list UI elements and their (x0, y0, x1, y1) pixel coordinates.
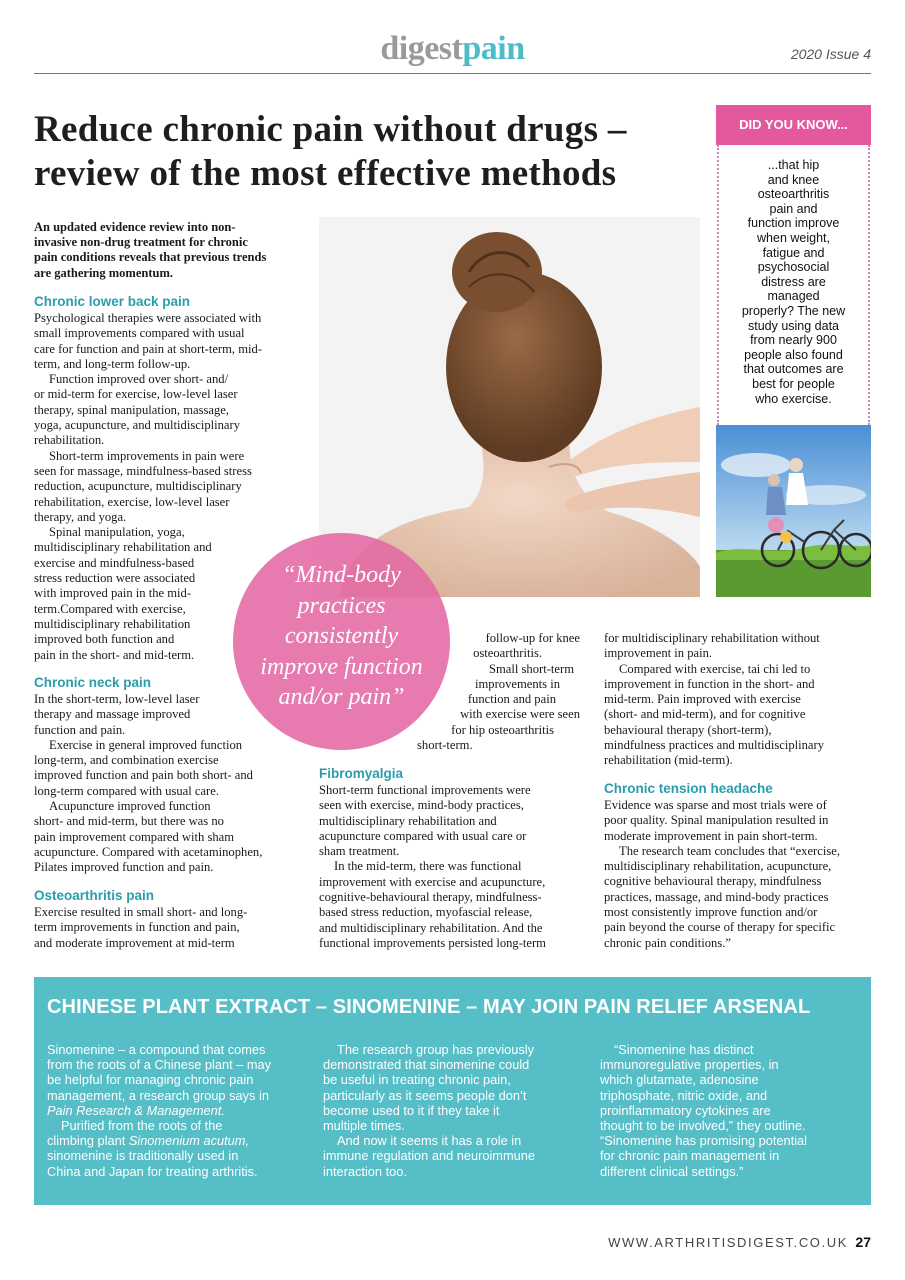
body-line: Short-term functional improvements were (319, 783, 531, 797)
body-line: stress reduction were associated (34, 571, 196, 586)
body-line: care for function and pain at short-term, mid- (34, 341, 263, 356)
body-line: and multidisciplinary rehabilitation. And the (319, 920, 543, 935)
body-line: improvement in pain. (604, 646, 713, 661)
dyk-line: and knee (767, 172, 820, 187)
body-line: Short-term improvements in pain were (49, 448, 245, 463)
panel-line (47, 1103, 312, 1118)
body-line: acupuncture compared with usual care or (319, 828, 527, 843)
body-line: most consistently improve function and/or (604, 905, 818, 920)
section-body-fibromyalgia (319, 783, 589, 951)
body-line: Spinal manipulation, yoga, (49, 525, 185, 540)
panel-line (47, 1133, 312, 1148)
plant-name: Sinomenium acutum, (128, 1133, 250, 1149)
body-line: therapy and massage improved (34, 707, 191, 722)
masthead-pain: pain (462, 30, 525, 67)
body-line: therapy, and yoga. (34, 509, 127, 524)
panel-line: particularly as it seems people don’t (323, 1087, 527, 1103)
body-line: for multidisciplinary rehabilitation without (604, 631, 820, 645)
dyk-line: function improve (747, 216, 840, 231)
body-line: term.Compared with exercise, (34, 601, 186, 616)
body-line: therapy, spinal manipulation, massage, (34, 402, 230, 417)
article-title (34, 108, 714, 196)
body-line: poor quality. Spinal manipulation resulted in (604, 813, 829, 828)
dyk-line: study using data (747, 318, 840, 333)
body-line: multidisciplinary rehabilitation and (34, 540, 212, 555)
body-line: yoga, acupuncture, and multidisciplinary (34, 418, 240, 433)
body-line: improvement in function in the short- and (604, 676, 815, 691)
pull-quote-line: and/or pain” (278, 684, 405, 710)
body-line: improved both function and (34, 632, 175, 647)
pull-quote-line: improve function (260, 653, 423, 680)
cycling-couple-photo (716, 425, 871, 597)
body-line: moderate improvement in pain short-term. (604, 828, 818, 843)
dyk-line: pain and (769, 201, 818, 216)
section-heading-tension-headache: Chronic tension headache (604, 781, 773, 796)
panel-line: The research group has previously (337, 1042, 535, 1057)
body-line: multidisciplinary rehabilitation (34, 616, 191, 631)
body-line: Psychological therapies were associated with (34, 311, 262, 325)
body-line: reduction, acupuncture, multidisciplinary (34, 479, 242, 494)
dyk-line: when weight, (757, 230, 830, 245)
body-line: Evidence was sparse and most trials were of (604, 798, 827, 812)
body-line: cognitive behavioural therapy, mindfulness (604, 874, 822, 889)
intro-line: pain conditions reveals that previous trends (34, 250, 267, 265)
body-line: function and pain (467, 692, 556, 707)
title-line: review of the most effective methods (34, 153, 617, 194)
did-you-know-body (717, 145, 870, 425)
panel-line: become used to it if they take it (323, 1102, 500, 1118)
dyk-line: best for people (752, 376, 835, 391)
body-line: or mid-term for exercise, low-level laser (34, 387, 238, 402)
body-line: mindfulness practices and multidisciplinary (604, 738, 824, 753)
body-line: Exercise in general improved function (49, 737, 243, 752)
pull-quote-line: practices (297, 592, 386, 619)
dyk-line: distress are (761, 274, 826, 289)
body-line: In the mid-term, there was functional (334, 859, 522, 874)
dyk-line: that outcomes are (743, 362, 844, 377)
did-you-know-heading: DID YOU KNOW... (716, 105, 871, 145)
dyk-line: who exercise. (755, 391, 832, 406)
panel-line-part: climbing plant (47, 1133, 129, 1149)
body-line: Compared with exercise, tai chi led to (619, 661, 811, 676)
masthead (0, 30, 905, 68)
masthead-digest: digest (380, 30, 463, 67)
body-line: acupuncture. Compared with acetaminophen, (34, 844, 263, 859)
panel-line: demonstrated that sinomenine could (323, 1057, 530, 1073)
panel-line: Purified from the roots of the (61, 1118, 223, 1134)
panel-line: “Sinomenine has promising potential (600, 1133, 807, 1149)
body-line: The research team concludes that “exercise, (619, 843, 840, 858)
body-line: Pilates improved function and pain. (34, 860, 214, 875)
panel-line: Sinomenine – a compound that comes (47, 1042, 266, 1057)
body-line: exercise and mindfulness-based (34, 555, 195, 570)
body-line: with exercise were seen (460, 707, 580, 722)
body-line: (short- and mid-term), and for cognitive (604, 707, 806, 722)
panel-line: thought to be involved,” they outline. (600, 1118, 806, 1134)
body-line: based stress reduction, myofascial release, (319, 905, 533, 920)
panel-line: triphosphate, nitric oxide, and (600, 1087, 768, 1103)
body-line: pain improvement compared with sham (34, 829, 235, 844)
pull-quote-line: “Mind-body (282, 562, 401, 588)
section-body-osteoarthritis (34, 905, 309, 951)
dyk-line: fatigue and (762, 245, 825, 260)
pull-quote (233, 560, 450, 713)
body-line: improvement with exercise and acupuncture, (319, 874, 546, 889)
dyk-line: people also found (744, 347, 843, 362)
body-line: short-term. (417, 738, 473, 753)
panel-line: sinomenine is traditionally used in (47, 1148, 239, 1164)
panel-line: “Sinomenine has distinct (614, 1042, 754, 1057)
intro-line: An updated evidence review into non- (34, 220, 236, 234)
body-line: function and pain. (34, 722, 126, 737)
dyk-line: ...that hip (767, 158, 820, 172)
panel-line: different clinical settings.” (600, 1163, 744, 1179)
body-line: Function improved over short- and/ (49, 372, 229, 387)
dyk-line: managed (767, 289, 820, 304)
body-line: and moderate improvement at mid-term (34, 935, 235, 950)
header-rule (34, 73, 871, 74)
body-line: multidisciplinary rehabilitation and (319, 813, 497, 828)
body-line: mid-term. Pain improved with exercise (604, 692, 801, 707)
section-heading-fibromyalgia: Fibromyalgia (319, 766, 404, 781)
body-line: multidisciplinary rehabilitation, acupuncture, (604, 859, 832, 874)
page-number: 27 (855, 1234, 871, 1250)
body-line: improved function and pain both short- and (34, 768, 253, 783)
cycling-couple-illustration (716, 425, 871, 597)
intro-line: are gathering momentum. (34, 265, 173, 280)
body-line: long-term compared with usual care. (34, 783, 219, 798)
body-line: rehabilitation. (34, 433, 105, 448)
body-line: Acupuncture improved function (49, 799, 211, 814)
panel-line: management, a research group says in (47, 1087, 269, 1103)
title-line: Reduce chronic pain without drugs – (34, 109, 627, 150)
dyk-line: psychosocial (757, 260, 830, 275)
section-heading-lower-back: Chronic lower back pain (34, 294, 191, 309)
intro-line: invasive non-drug treatment for chronic (34, 235, 248, 250)
body-line: rehabilitation (mid-term). (604, 753, 733, 768)
body-line: Exercise resulted in small short- and long- (34, 905, 248, 919)
section-body-col3-top (604, 631, 872, 769)
body-line: sham treatment. (319, 844, 400, 859)
panel-line: be useful in treating chronic pain, (323, 1072, 511, 1088)
panel-line: proinflammatory cytokines are (600, 1102, 771, 1118)
body-line: seen for massage, mindfulness-based stress (34, 463, 252, 478)
body-line: functional improvements persisted long-term (319, 935, 546, 950)
body-line: term improvements in function and pain, (34, 920, 240, 935)
body-line: with improved pain in the mid- (34, 586, 192, 601)
body-line: rehabilitation, exercise, low-level laser (34, 494, 230, 509)
panel-line: which glutamate, adenosine (600, 1072, 759, 1088)
dyk-line: from nearly 900 (750, 333, 837, 348)
body-line: follow-up for knee (485, 631, 580, 645)
body-line: chronic pain conditions.” (604, 935, 731, 950)
panel-column-3 (600, 1042, 865, 1179)
body-line: pain in the short- and mid-term. (34, 647, 195, 662)
panel-line: multiple times. (323, 1118, 405, 1134)
body-line: seen with exercise, mind-body practices, (319, 798, 524, 813)
body-line: behavioural therapy (short-term), (604, 722, 772, 737)
panel-line: for chronic pain management in (600, 1148, 780, 1164)
body-line: term, and long-term follow-up. (34, 356, 191, 371)
body-line: small improvements compared with usual (34, 326, 245, 341)
body-line: short- and mid-term, but there was no (34, 814, 224, 829)
panel-line: interaction too. (323, 1163, 407, 1179)
dyk-line: properly? The new (741, 303, 846, 318)
panel-line: And now it seems it has a role in (337, 1133, 522, 1149)
body-line: improvements in (475, 676, 560, 691)
body-line: for hip osteoarthritis (451, 722, 554, 737)
section-heading-neck: Chronic neck pain (34, 675, 152, 690)
panel-title: CHINESE PLANT EXTRACT – SINOMENINE – MAY JOIN PAIN RELIEF ARSENAL (47, 996, 811, 1018)
issue-label: 2020 Issue 4 (790, 46, 871, 62)
section-heading-osteoarthritis: Osteoarthritis pain (34, 888, 155, 903)
body-line: pain beyond the course of therapy for specific (604, 920, 836, 935)
footer-url: WWW.ARTHRITISDIGEST.CO.UK (608, 1235, 848, 1250)
section-body-tension-headache (604, 798, 872, 951)
panel-column-1 (47, 1042, 312, 1179)
panel-line: immunoregulative properties, in (600, 1057, 779, 1073)
dyk-line: osteoarthritis (757, 187, 830, 202)
intro-paragraph (34, 220, 309, 281)
panel-line: China and Japan for treating arthritis. (47, 1163, 258, 1179)
body-line: Small short-term (489, 661, 574, 676)
body-line: long-term, and combination exercise (34, 753, 219, 768)
panel-column-2 (323, 1042, 588, 1179)
panel-line: be helpful for managing chronic pain (47, 1072, 254, 1088)
panel-line: immune regulation and neuroimmune (323, 1148, 535, 1164)
journal-name: Pain Research & Management. (47, 1102, 225, 1118)
pull-quote-line: consistently (284, 623, 399, 649)
body-line: osteoarthritis. (473, 646, 542, 661)
panel-line: from the roots of a Chinese plant – may (47, 1057, 272, 1073)
body-line: cognitive-behavioural therapy, mindfulness- (319, 890, 542, 905)
body-line: In the short-term, low-level laser (34, 692, 200, 706)
body-line: practices, massage, and mind-body practices (604, 889, 829, 904)
